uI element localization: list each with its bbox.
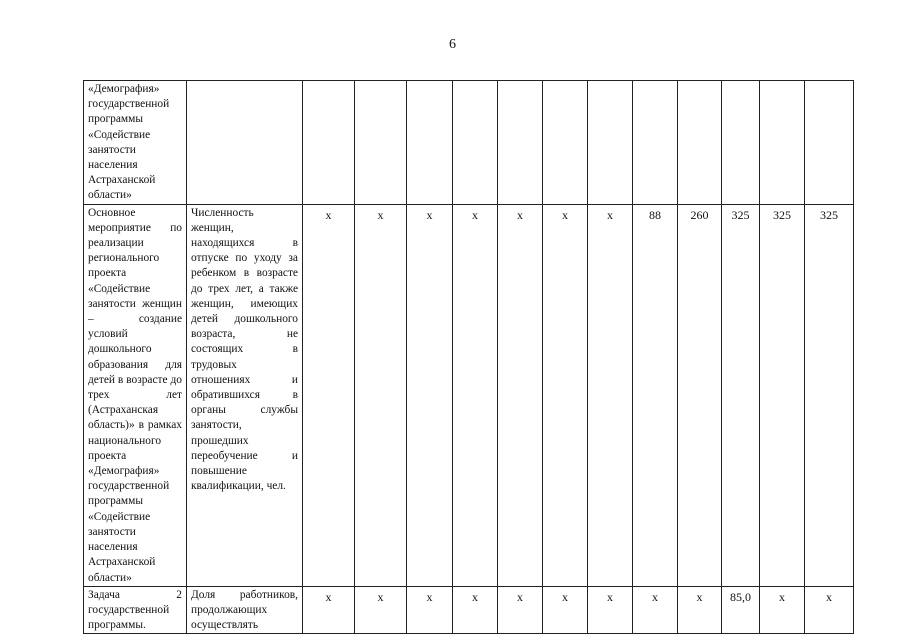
value-cell: x [498, 586, 543, 634]
value-cell [805, 81, 854, 205]
value-cell: x [678, 586, 722, 634]
value-cell: x [453, 586, 498, 634]
value-cell [543, 81, 588, 205]
indicator-cell: Доля работников, продолжающих осуществлять [187, 586, 303, 634]
value-cell: x [355, 204, 407, 586]
value-cell: x [453, 204, 498, 586]
value-cell: x [498, 204, 543, 586]
value-cell: x [588, 586, 633, 634]
value-cell [722, 81, 760, 205]
indicator-cell: Численность женщин, находящихся в отпуске по уходу за ребенком в возрасте до трех лет, а также женщин, имеющих детей дошкольного возраста, не состоящих в трудовых отношениях и обратившихся в органы службы занятости, прошедших переобучение и повышение квалификации, чел. [187, 204, 303, 586]
value-cell: 260 [678, 204, 722, 586]
value-cell [303, 81, 355, 205]
value-cell: x [303, 204, 355, 586]
value-cell [355, 81, 407, 205]
value-cell: 325 [805, 204, 854, 586]
value-cell: x [303, 586, 355, 634]
value-cell: 85,0 [722, 586, 760, 634]
value-cell: x [407, 586, 453, 634]
page-number: 6 [449, 37, 456, 52]
row-description: «Демография» государственной программы «Содействие занятости населения Астраханской области» [84, 81, 187, 205]
value-cell: 88 [633, 204, 678, 586]
value-cell [407, 81, 453, 205]
row-description: Основное мероприятие по реализации регионального проекта «Содействие занятости женщин – создание условий дошкольного образования для детей в возрасте до трех лет (Астраханская область)» в рамках национального проекта «Демография» государственной программы «Содействие занятости населения Астраханской области» [84, 204, 187, 586]
table-row [84, 586, 854, 634]
value-cell [633, 81, 678, 205]
value-cell: x [588, 204, 633, 586]
value-cell: x [407, 204, 453, 586]
value-cell: x [543, 586, 588, 634]
value-cell: x [355, 586, 407, 634]
value-cell: x [633, 586, 678, 634]
value-cell [453, 81, 498, 205]
table-row [84, 81, 854, 205]
indicator-cell [187, 81, 303, 205]
value-cell [588, 81, 633, 205]
value-cell: x [543, 204, 588, 586]
value-cell: 325 [760, 204, 805, 586]
value-cell: x [805, 586, 854, 634]
data-table [83, 80, 854, 634]
table-row [84, 204, 854, 586]
value-cell: 325 [722, 204, 760, 586]
value-cell: x [760, 586, 805, 634]
value-cell [678, 81, 722, 205]
row-description: Задача 2 государственной программы. [84, 586, 187, 634]
value-cell [760, 81, 805, 205]
value-cell [498, 81, 543, 205]
